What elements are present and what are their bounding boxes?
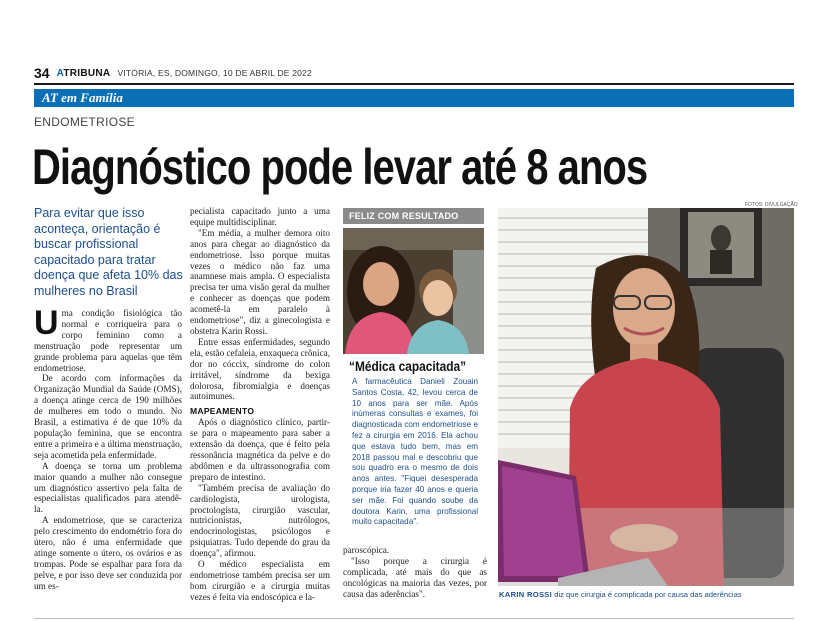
paragraph: "Em média, a mulher demora oito anos para chegar ao diagnóstico da endometriose. Isso porque muitas vezes o médico não faz uma anamnese mais ampla. O especialista precisa ter uma visão geral da mulher e conhecer as doenças que podem acometê-la em paralelo à endometriose", diz a ginecologista e obstetra Karin Rossi. (190, 227, 330, 336)
article-column-2 (190, 206, 330, 603)
sidebar-box-text (352, 377, 478, 528)
drop-cap: U (34, 304, 59, 342)
article-column-3 (343, 545, 487, 600)
section-label: AT em Família (42, 90, 123, 105)
paragraph: Entre essas enfermidades, segundo ela, estão cefaleia, enxaqueca crônica, dor no cóccix, síndrome do colon irritável, síndrome da bexiga dolorosa, fibromialgia e doenças autoimunes. (190, 336, 331, 402)
scan-top-margin (0, 0, 828, 48)
article-column-1 (34, 304, 182, 592)
paragraph-text: ma condição fisiológica tão normal e corriqueira para o corpo feminino como a menstruação pode representar um grande problema para aquelas que têm endometriose. (34, 308, 182, 373)
paragraph: "Isso porque a cirurgia é complicada, até mais do que as oncológicas na maioria das vezes, por causa das aderências". (343, 555, 487, 599)
article-lede: Para evitar que isso aconteça, orientação é buscar profissional capacitado para tratar doença que afeta 10% das mulheres no Brasil (34, 206, 183, 298)
paragraph: A farmacêutica Danieli Zouain Santos Costa, 42, levou cerca de 10 anos para ser mãe. Após inúmeras consultas e exames, foi diagnosticada com endometriose e fez a cirurgia em 2016. Ela achou que estava tudo bem, mas em 2018 passou mal e descobriu que sou quadro era o mesmo de dois anos antes. "Fiquei desesperada porque iria fazer 40 anos e queria ser mãe. Foi quando soube da doutora Karin, uma profissional muito capacitada". (352, 377, 478, 527)
article-kicker: ENDOMETRIOSE (34, 115, 135, 129)
subheading: MAPEAMENTO (190, 406, 255, 417)
paragraph: pecialista capacitado junto a uma equipe multidisciplinar. (190, 206, 330, 227)
bottom-rule (34, 618, 794, 619)
paragraph: Após o diagnóstico clínico, partir-se para o mapeamento para saber a extensão da doença, que é feito pela ressonância magnética da pelve e do abdômen e da ultrassonografia com preparo de intestino. (190, 417, 330, 482)
newspaper-name (57, 68, 111, 79)
paragraph: paroscópica. (343, 545, 390, 555)
paragraph: A doença se torna um problema maior quando a mulher não consegue um diagnóstico assertivo pela falta de especialistas qualificados para atendê-la. (34, 460, 182, 515)
header-rule (34, 83, 794, 85)
page-header (34, 64, 794, 82)
doctor-portrait-illustration (498, 208, 794, 586)
paragraph: A endometriose, que se caracteriza pelo crescimento do endométrio fora do útero, não é uma enfermidade que atinge somente o útero, os ovários e as trompas. Pode se espalhar para fora da pelve, e por isso deve ser conduzida por um es- (34, 515, 182, 591)
caption-text: diz que cirurgia é complicada por causa das aderências (554, 590, 742, 599)
doctor-portrait-photo (498, 208, 794, 586)
article-headline: Diagnóstico pode levar até 8 anos (32, 139, 648, 195)
photo-caption (499, 590, 799, 599)
paragraph (34, 304, 182, 373)
page-number: 34 (34, 65, 50, 81)
mother-daughter-photo (343, 228, 484, 354)
section-bar (34, 89, 794, 107)
sidebar-box-label: FELIZ COM RESULTADO (343, 208, 484, 224)
photo-credit: FOTOS: DIVULGAÇÃO (745, 202, 798, 208)
newspaper-name-main: TRIBUNA (63, 67, 111, 79)
paragraph: De acordo com informações da Organização Mundial da Saúde (OMS), a doença atinge cerca de 190 milhões de mulheres em todo o mundo. No Brasil, a estimativa é de que 10% da população feminina, que se encontra entre a primeira e a última menstruação, seja acometida pela enfermidade. (34, 373, 182, 460)
paragraph: O médico especialista em endometriose também precisa ser um bom cirurgião e a cirurgia muitas vezes é feita via endoscópica e la- (190, 559, 330, 602)
caption-name: KARIN ROSSI (499, 590, 553, 599)
newspaper-name-prefix: A (56, 67, 64, 79)
dateline: VITÓRIA, ES, DOMINGO, 10 DE ABRIL DE 2022 (117, 68, 312, 78)
sidebar-box-title: “Médica capacitada” (349, 358, 467, 374)
paragraph: "Também precisa de avaliação do cardiologista, urologista, proctologista, cirurgião vascular, nutricionistas, nutrólogos, endocrinologistas, psicólogos e psiquiatras. Tudo depende do grau da doença", afirmou. (190, 482, 330, 559)
mother-daughter-illustration (343, 228, 484, 354)
